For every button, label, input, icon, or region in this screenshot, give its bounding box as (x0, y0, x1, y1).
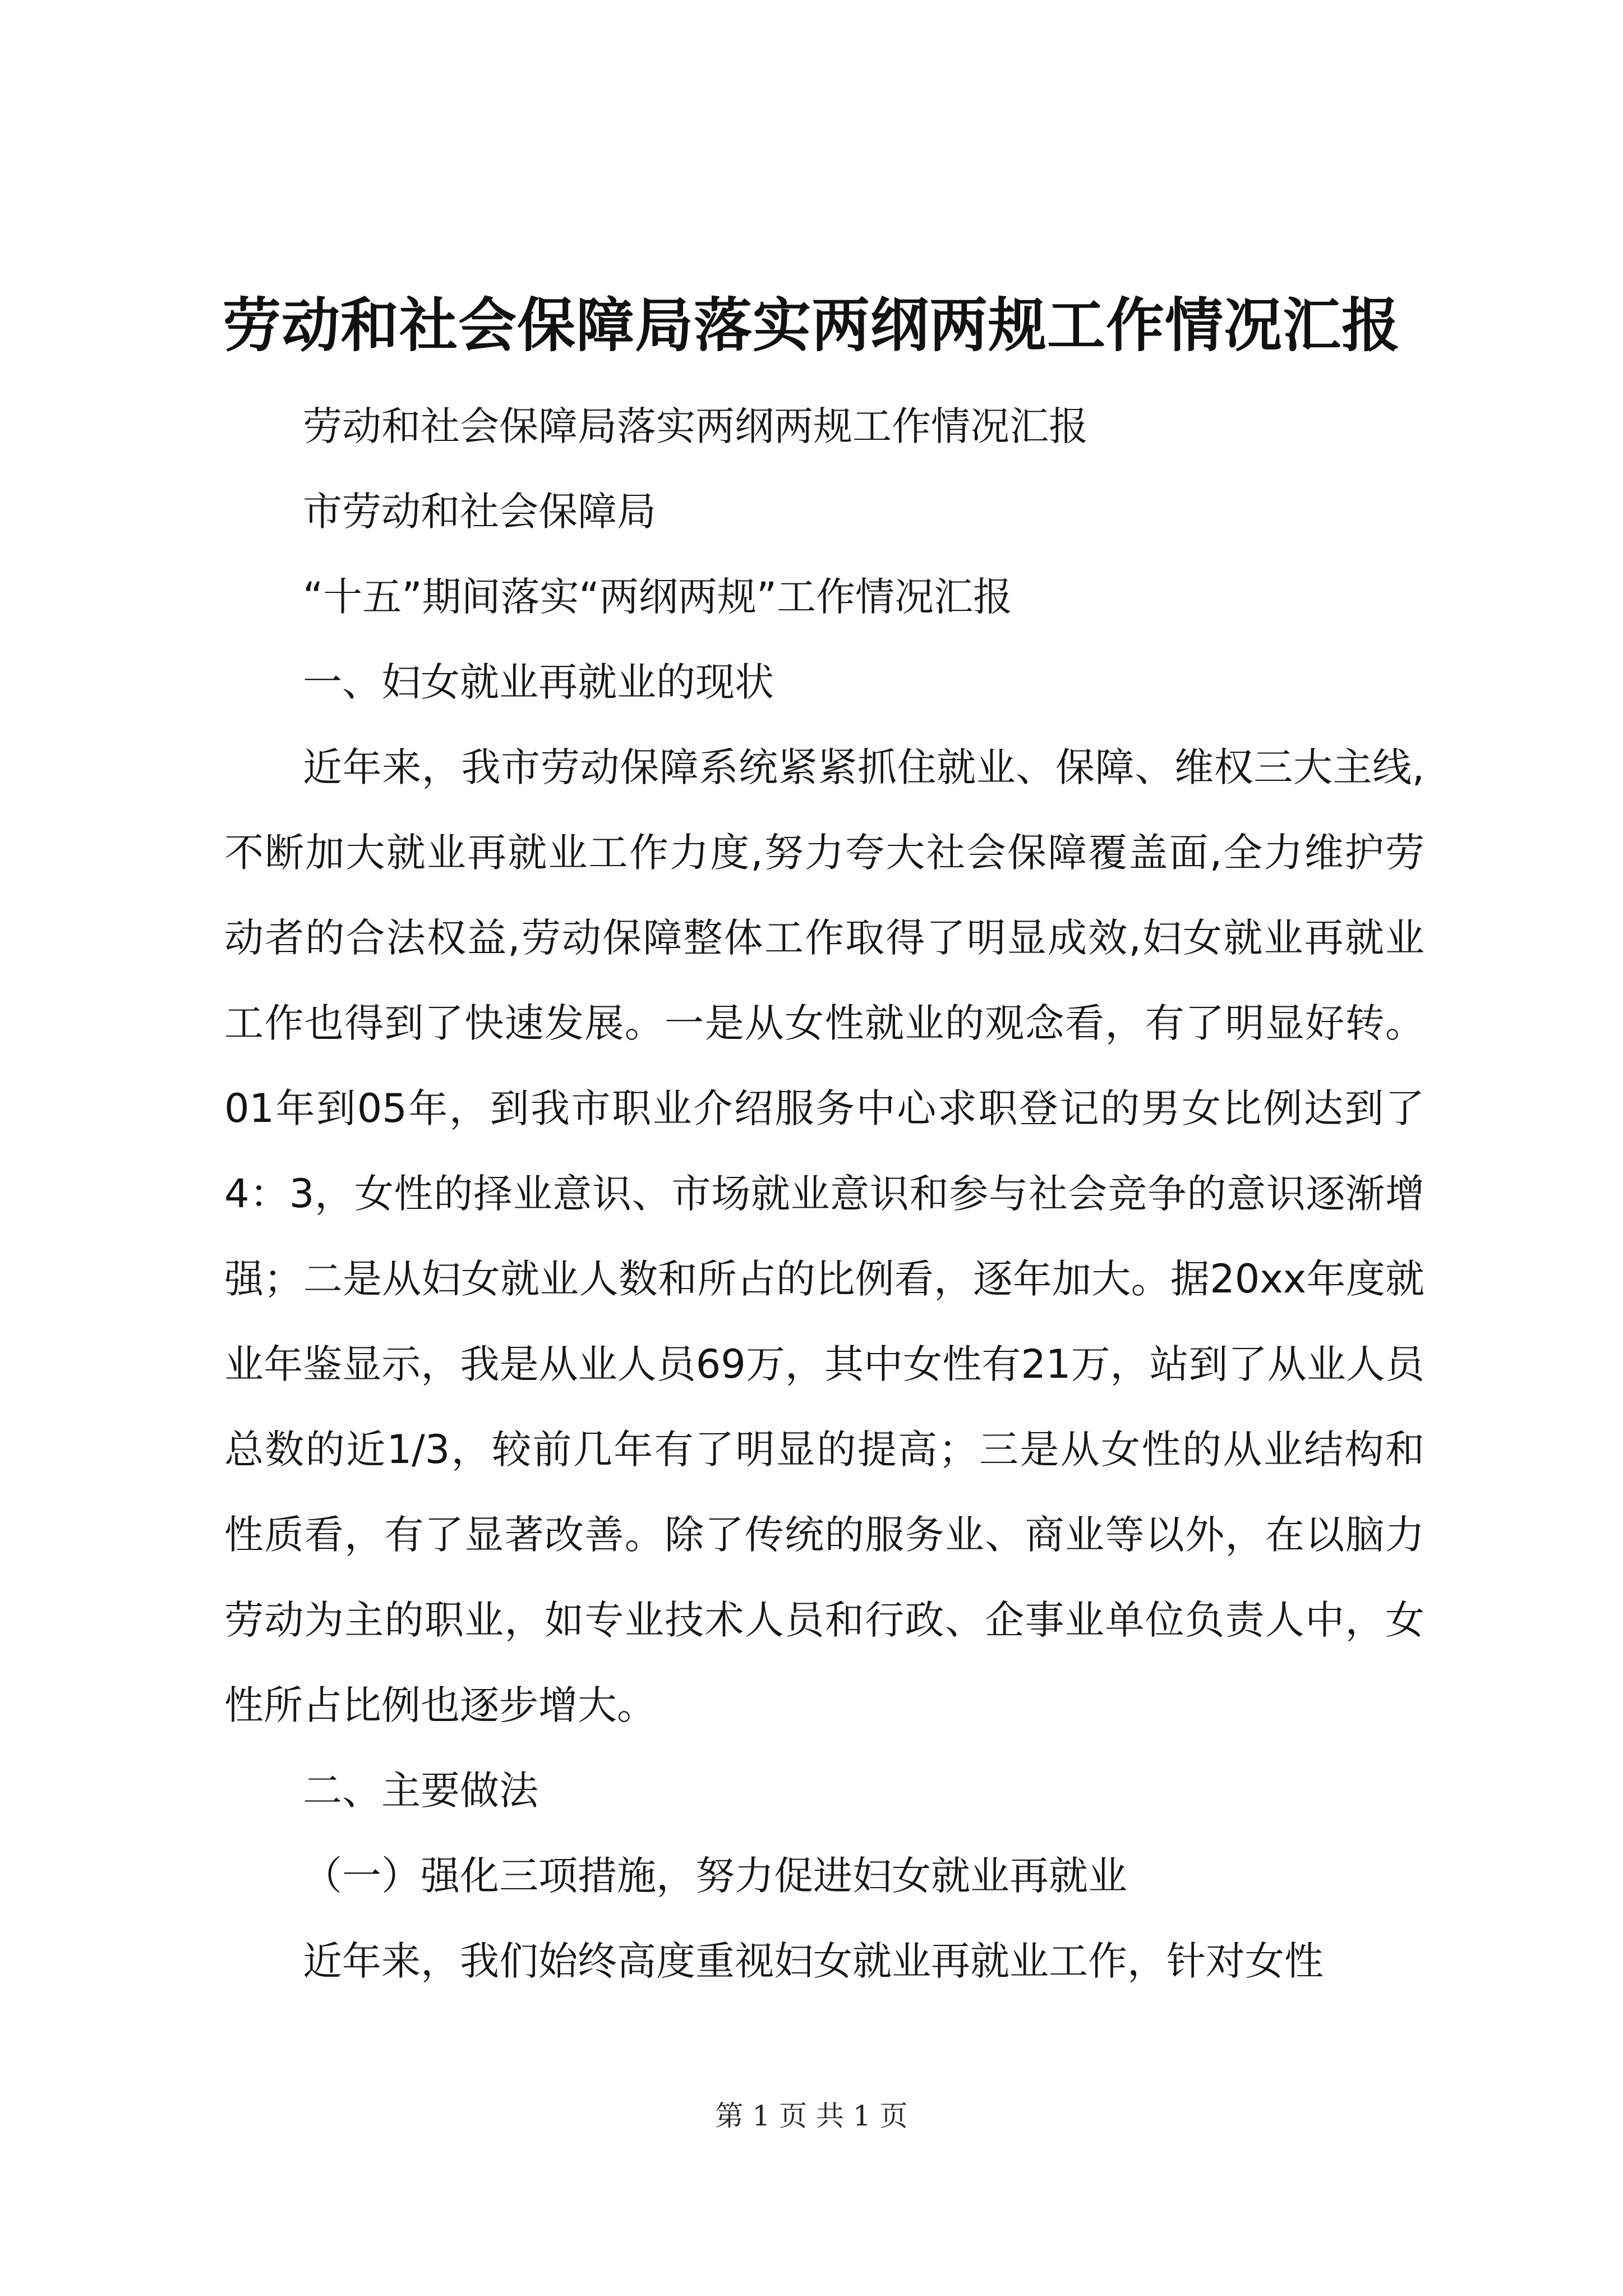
section-heading-1: 一、妇女就业再就业的现状 (303, 659, 774, 705)
paragraph-issuer: 市劳动和社会保障局 (303, 489, 656, 535)
subsection-heading-1: （一）强化三项措施，努力促进妇女就业再就业 (303, 1853, 1127, 1899)
document-title: 劳动和社会保障局落实两纲两规工作情况汇报 (222, 291, 1400, 360)
paragraph-status: 近年来，我市劳动保障系统紧紧抓住就业、保障、维权三大主线,不断加大就业再就业工作力度,努力夸大社会保障覆盖面,全力维护劳动者的合法权益,劳动保障整体工作取得了明显成效,妇女就业再就业工作也得到了快速发展。一是从女性就业的观念看，有了明显好转。01年到05年，到我市职业介绍服务中心求职登记的男女比例达到了4：3，女性的择业意识、市场就业意识和参与社会竞争的意识逐渐增强；二是从妇女就业人数和所占的比例看，逐年加大。据20xx年度就业年鉴显示，我是从业人员69万，其中女性有21万，站到了从业人员总数的近1/3，较前几年有了明显的提高；三是从女性的从业结构和性质看，有了显著改善。除了传统的服务业、商业等以外，在以脑力劳动为主的职业，如专业技术人员和行政、企事业单位负责人中，女性所占比例也逐步增大。 (224, 744, 1425, 1728)
page-number-footer: 第 1 页 共 1 页 (715, 2100, 908, 2132)
paragraph-subtitle: 劳动和社会保障局落实两纲两规工作情况汇报 (303, 403, 1088, 449)
section-heading-2: 二、主要做法 (303, 1768, 538, 1814)
paragraph-measures: 近年来，我们始终高度重视妇女就业再就业工作，针对女性 (303, 1938, 1324, 1984)
paragraph-report-title: “十五”期间落实“两纲两规”工作情况汇报 (303, 574, 1013, 620)
document-body (224, 384, 1424, 2004)
